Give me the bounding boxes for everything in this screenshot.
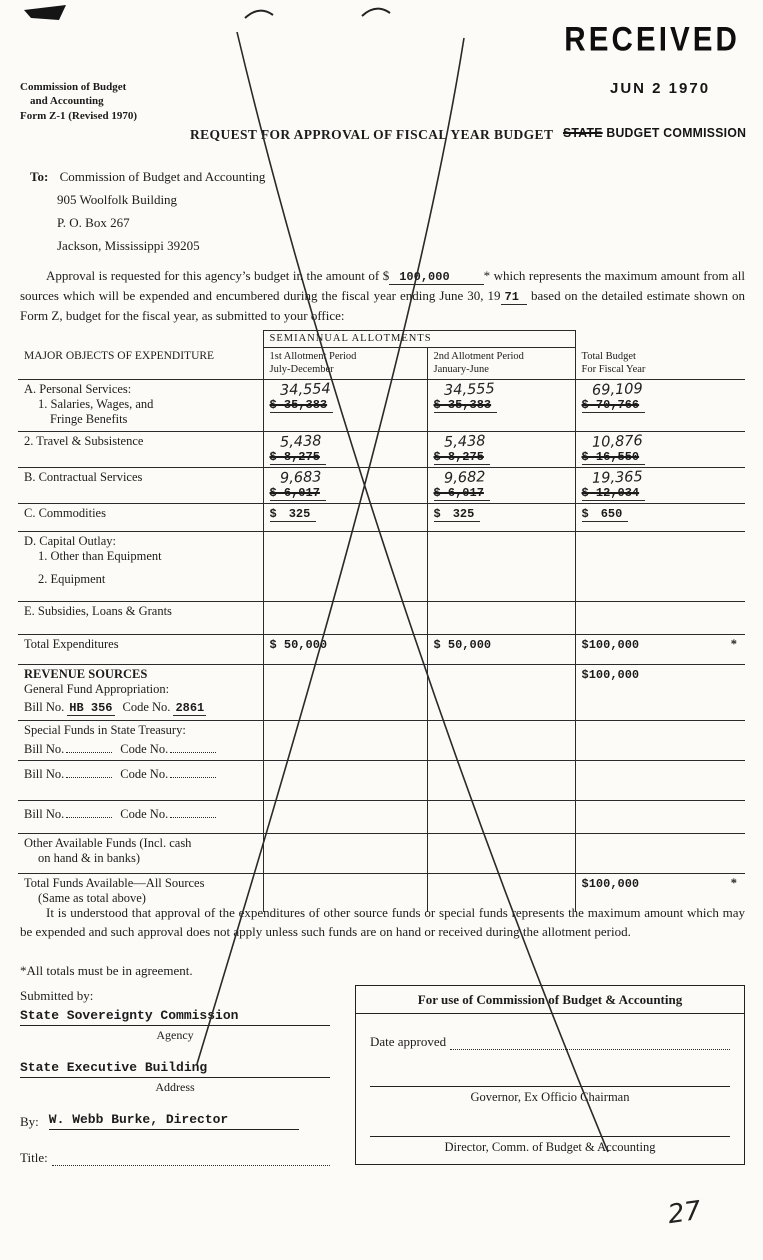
struck-amount: $ 35,383: [434, 398, 498, 413]
budget-amount-entry: 100,000: [389, 270, 483, 285]
handwritten-amount: 19,365: [591, 469, 643, 487]
director-name-entry: W. Webb Burke, Director: [49, 1112, 299, 1130]
title-label: Title:: [20, 1150, 48, 1165]
row-label: D. Capital Outlay:: [24, 534, 116, 548]
column-header-first-period: 1st Allotment Period July-December: [263, 348, 427, 380]
row-label: C. Commodities: [24, 506, 106, 520]
struck-amount: $ 12,034: [582, 486, 646, 501]
typed-amount: $ 650: [582, 507, 629, 522]
blank-line: [66, 766, 112, 778]
row-special-funds: [18, 721, 745, 761]
semiannual-allotments-header: SEMIANNUAL ALLOTMENTS: [263, 331, 575, 348]
governor-signature-line: [370, 1086, 730, 1087]
request-paragraph: [20, 266, 745, 326]
form-identifier: [20, 80, 137, 123]
handwritten-amount: 34,555: [443, 381, 495, 399]
bill-number-entry: HB 356: [69, 701, 113, 715]
addressee-block: [30, 168, 265, 255]
blank-line: [450, 1036, 730, 1050]
struck-amount: $ 70,766: [582, 398, 646, 413]
addressee-line2: P. O. Box 267: [57, 214, 130, 230]
row-other-available-funds: Other Available Funds (Incl. cash on hand & in banks): [18, 834, 745, 874]
by-signature-row: [20, 1112, 299, 1130]
bill-code-line: Bill No. HB 356 Code No. 2861: [24, 700, 205, 715]
stamp-word-state: STATE: [563, 125, 603, 140]
row-label: 2. Travel & Subsistence: [24, 434, 144, 448]
agency-label: Agency: [156, 1028, 194, 1042]
handwritten-amount: 5,438: [279, 433, 322, 451]
date-approved-row: [370, 1034, 730, 1050]
blank-line: [52, 1152, 330, 1166]
handwritten-amount: 34,554: [279, 381, 331, 399]
scan-artifact-corner: [24, 5, 66, 20]
special-funds-label: Special Funds in State Treasury:: [24, 723, 186, 737]
table-column-header-row: [18, 348, 745, 380]
intro-text-3: based on the detailed estimate shown on Form Z, budget for the fiscal year, as submitted to your office:: [20, 288, 746, 323]
date-approved-label: Date approved: [370, 1034, 447, 1049]
typed-amount: $ 50,000: [433, 638, 492, 652]
received-stamp: RECEIVED: [564, 21, 740, 59]
struck-amount: $ 8,275: [434, 450, 490, 465]
blank-line: [66, 741, 112, 753]
revenue-sources-heading: REVENUE SOURCES: [24, 667, 148, 681]
commission-approval-box: [355, 985, 745, 1165]
struck-amount: $ 35,383: [270, 398, 334, 413]
handwritten-page-number: 27: [666, 1195, 704, 1231]
received-date-stamp: JUN 2 1970: [610, 80, 711, 97]
bill-code-blank-line: Bill No. Code No.: [24, 806, 257, 822]
row-total-funds-available: Total Funds Available—All Sources (Same as total above) $100,000 *: [18, 874, 745, 912]
typed-amount: $ 325: [270, 507, 317, 522]
by-label: By:: [20, 1114, 39, 1129]
agreement-asterisk: *: [730, 637, 738, 651]
column-header-objects: MAJOR OBJECTS OF EXPENDITURE: [18, 348, 263, 380]
row-personal-services: A. Personal Services: 1. Salaries, Wages, and Fringe Benefits 34,554 $ 35,383 34,555 $ 35,383 69,109 $ 70,766: [18, 380, 745, 432]
blank-line: [170, 806, 216, 818]
addressee-line1: 905 Woolfolk Building: [57, 191, 178, 207]
addressee-line3: Jackson, Mississippi 39205: [57, 237, 200, 253]
intro-text-1: Approval is requested for this agency’s budget in the amount of $: [46, 268, 390, 283]
row-revenue-general-fund: [18, 665, 745, 721]
row-label: B. Contractual Services: [24, 470, 143, 484]
code-number-entry: 2861: [175, 701, 205, 715]
row-label: 2. Equipment: [38, 571, 106, 586]
row-subsidies: [18, 602, 745, 635]
table-group-header-row: [18, 331, 745, 348]
fiscal-year-entry: 71: [501, 290, 527, 305]
blank-line: [170, 766, 216, 778]
row-contractual-services: [18, 468, 745, 504]
stamp-word-rest: BUDGET COMMISSION: [606, 125, 747, 140]
row-label: A. Personal Services:: [24, 382, 132, 396]
row-total-expenditures: [18, 635, 745, 665]
title-row: [20, 1150, 330, 1166]
form-number: Form Z-1 (Revised 1970): [20, 109, 138, 122]
director-signature-line: [370, 1136, 730, 1137]
row-travel-subsistence: [18, 432, 745, 468]
typed-amount: $ 50,000: [269, 638, 328, 652]
row-label: Other Available Funds (Incl. cash: [24, 836, 192, 850]
addressee-name: Commission of Budget and Accounting: [59, 169, 266, 184]
row-label: E. Subsidies, Loans & Grants: [24, 604, 172, 618]
agreement-asterisk: *: [730, 876, 738, 890]
struck-amount: $ 16,550: [582, 450, 646, 465]
row-commodities: [18, 504, 745, 532]
bill-code-blank-line: Bill No. Code No.: [24, 741, 257, 757]
handwritten-amount: 5,438: [443, 433, 486, 451]
handwritten-amount: 9,683: [279, 469, 322, 487]
agency-signature-block: [20, 1008, 330, 1043]
struck-amount: $ 6,017: [434, 486, 490, 501]
address-entry: State Executive Building: [20, 1060, 330, 1078]
scan-artifact-arc: [245, 11, 273, 18]
year-prefix: 19: [487, 288, 501, 303]
row-label: Total Expenditures: [24, 637, 119, 651]
typed-amount: $100,000: [581, 877, 640, 891]
row-bill-blank-2: [18, 761, 745, 801]
totals-agreement-note: *All totals must be in agreement.: [20, 963, 193, 978]
row-label: Total Funds Available—All Sources: [24, 876, 205, 890]
struck-amount: $ 6,017: [270, 486, 326, 501]
budget-table: [18, 330, 745, 912]
typed-amount: $100,000: [581, 638, 640, 652]
column-header-second-period: 2nd Allotment Period January-June: [427, 348, 575, 380]
row-equipment: [18, 570, 745, 602]
form-id-line1: Commission of Budget: [20, 81, 127, 93]
struck-amount: $ 8,275: [270, 450, 326, 465]
director-label: Director, Comm. of Budget & Accounting: [444, 1140, 656, 1154]
handwritten-amount: 10,876: [591, 433, 643, 451]
agency-entry: State Sovereignty Commission: [20, 1008, 330, 1026]
budget-commission-stamp: [563, 125, 746, 140]
understanding-paragraph: It is understood that approval of the expenditures of other source funds or special funds represents the maximum amount which may be expended and such approval does not apply unless such funds are on hand or received during the allotment period.: [20, 905, 745, 939]
column-header-total-budget: Total Budget For Fiscal Year: [575, 348, 745, 380]
general-fund-label: General Fund Appropriation:: [24, 682, 170, 696]
approval-box-header: For use of Commission of Budget & Accounting: [356, 986, 744, 1014]
submitted-by-label: Submitted by:: [20, 988, 94, 1003]
typed-amount: $100,000: [581, 668, 640, 682]
scan-artifact-arc: [362, 9, 390, 16]
intro-text-2: * which represents the maximum amount from all sources which will be expended and encumbered during the fiscal year ending June 30,: [20, 268, 745, 303]
handwritten-amount: 69,109: [591, 381, 643, 399]
bill-code-blank-line: Bill No. Code No.: [24, 766, 257, 782]
typed-amount: $ 325: [434, 507, 481, 522]
address-label: Address: [155, 1080, 195, 1094]
to-label: To:: [30, 169, 49, 184]
blank-line: [170, 741, 216, 753]
row-bill-blank-3: [18, 801, 745, 834]
row-capital-outlay: D. Capital Outlay: 1. Other than Equipment: [18, 532, 745, 570]
document-title: REQUEST FOR APPROVAL OF FISCAL YEAR BUDGET: [190, 127, 554, 142]
address-signature-block: [20, 1060, 330, 1095]
handwritten-amount: 9,682: [443, 469, 486, 487]
form-id-line2: and Accounting: [30, 95, 104, 108]
governor-label: Governor, Ex Officio Chairman: [470, 1090, 630, 1104]
blank-line: [66, 806, 112, 818]
